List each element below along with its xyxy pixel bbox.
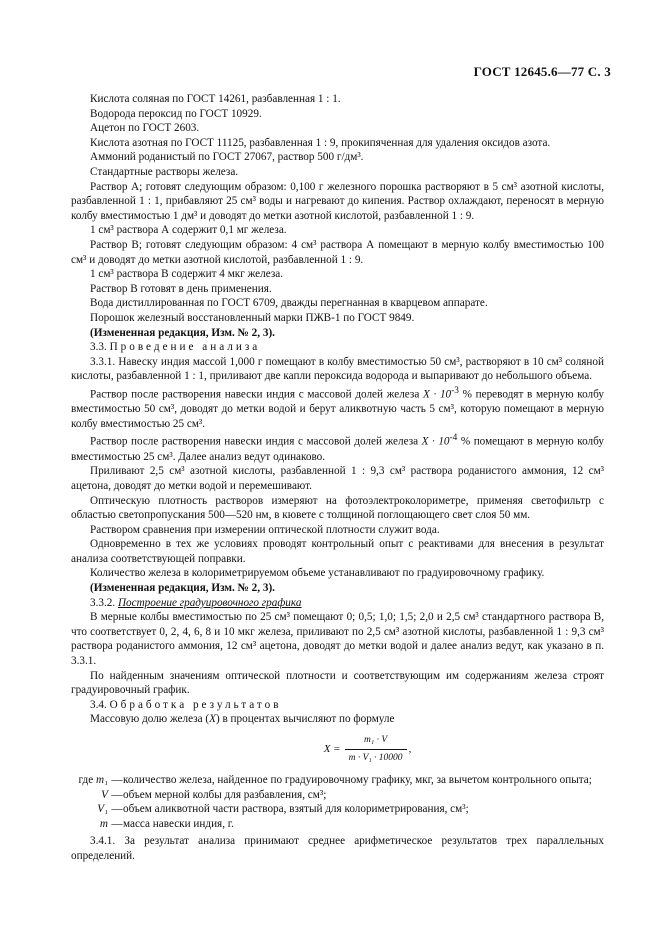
paragraph-3-4-1: 3.4.1. За результат анализа принимают среднее арифметическое результатов трех параллельных определений.	[71, 835, 604, 862]
formula-inline: X · 10	[421, 436, 450, 449]
revision-note: (Измененная редакция, Изм. № 2, 3).	[90, 582, 275, 595]
paragraph: По найденным значениям оптической плотности и соответствующим им содержаниям железа строят градуировочный график.	[71, 669, 604, 697]
paragraph: 1 см³ раствора В содержит 4 мкг железа.	[90, 268, 284, 281]
paragraph-3-3-2: В мерные колбы вместимостью по 25 см³ помещают 0; 0,5; 1,0; 1,5; 2,0 и 2,5 см³ стандартного раствора В, что соответствует 0, 2, 4, 6, 8 и 10 мкг железа, приливают по 2,5 см³ азотной кислоты, разбавленной 1 : 9,3 см³ раствора роданистого аммония, 12 см³ ацетона, доводят до метки водой и далее анализ ведут, как указано в п. 3.3.1.	[71, 611, 604, 668]
revision-note: (Измененная редакция, Изм. № 2, 3).	[90, 326, 275, 339]
formula-inline: X · 10	[422, 388, 452, 401]
formula-denominator: m · V₁ · 10000	[345, 749, 407, 766]
paragraph: Стандартные растворы железа.	[90, 165, 239, 178]
variable-definition: объем аликвотной части раствора, взятый для колориметрирования, см³;	[123, 803, 469, 816]
section-title: Построение градуировочного графика	[117, 596, 302, 609]
paragraph-solution-1	[71, 384, 604, 432]
formula-inline: X	[209, 713, 216, 726]
exponent: -4	[449, 433, 458, 444]
variable-symbol: V₁	[97, 803, 108, 816]
section-heading-3-4	[71, 698, 604, 713]
formula-tail: ,	[408, 742, 412, 755]
symbol: m₁	[96, 774, 108, 786]
section-heading-3-3-2	[71, 596, 604, 611]
text-run: Раствор после растворения навески индия с массовой долей железа	[90, 388, 423, 401]
text-run: % переводят в мерную колбу вместимостью 50 см³, доводят до метки водой и берут аликвотную часть 5 см³, которую помещают в мерную колбу вместимостью 25 см³.	[71, 388, 604, 430]
variable-symbol: V	[101, 788, 108, 801]
paragraph-3-4	[71, 712, 604, 727]
text-run: ) в процентах вычисляют по формуле	[215, 713, 395, 726]
definition-dash: —	[111, 803, 123, 816]
paragraph: Раствором сравнения при измерении оптической плотности служит вода.	[90, 523, 440, 536]
paragraph: Приливают 2,5 см³ азотной кислоты, разбавленной 1 : 9,3 см³ раствора роданистого аммония, 12 см³ ацетона, доводят до метки водой и перемешивают.	[71, 465, 604, 492]
formula	[131, 729, 604, 769]
variable-symbol	[71, 773, 111, 788]
paragraph: 1 см³ раствора А содержит 0,1 мг железа.	[90, 224, 287, 237]
paragraph: Оптическую плотность растворов измеряют на фотоэлектроколориметре, применяя светофильтр с областью светопропускания 500—520 нм, в кювете с толщиной поглощающего свет слоя 50 мм.	[71, 494, 604, 522]
formula-numerator: m₁ · V	[364, 734, 388, 745]
paragraph: Количество железа в колориметрируемом объеме устанавливают по градуировочному графику.	[90, 567, 545, 580]
paragraph: Вода дистиллированная по ГОСТ 6709, дважды перегнанная в кварцевом аппарате.	[90, 297, 488, 310]
exponent: -3	[451, 385, 459, 396]
section-heading-3-3	[71, 340, 604, 355]
page-header: ГОСТ 12645.6—77 С. 3	[473, 64, 611, 79]
variable-symbol: m	[99, 817, 108, 830]
definition-dash: —	[111, 788, 123, 801]
formula-fraction	[345, 733, 407, 765]
section-title: Обработка результатов	[109, 698, 282, 711]
document-body	[71, 92, 604, 864]
variable-definition: количество железа, найденное по градуировочному графику, мкг, за вычетом контрольного опыта;	[123, 774, 592, 786]
definition-dash: —	[111, 817, 123, 830]
section-title: Проведение анализа	[109, 341, 261, 354]
paragraph: Кислота соляная по ГОСТ 14261, разбавленная 1 : 1.	[90, 93, 341, 105]
text-run: Раствор после растворения навески индия с массовой долей железа	[90, 436, 422, 449]
text-run: Массовую долю железа (	[90, 713, 210, 726]
where-prefix: где	[78, 774, 94, 786]
section-number: 3.3.	[90, 341, 107, 354]
variable-definitions	[71, 773, 604, 831]
paragraph: Раствор В готовят в день применения.	[90, 282, 272, 295]
definition-dash: —	[111, 774, 123, 786]
paragraph: Ацетон по ГОСТ 2603.	[90, 122, 200, 135]
paragraph-3-3-1: 3.3.1. Навеску индия массой 1,000 г помещают в колбу вместимостью 50 см³, растворяют в 10 см³ соляной кислоты, разбавленной 1 : 1, приливают две капли пероксида водорода и выпаривают до небольшого объема.	[71, 355, 604, 383]
paragraph: Одновременно в тех же условиях проводят контрольный опыт с реактивами для внесения в результат анализа соответствующей поправки.	[71, 538, 604, 565]
section-number: 3.3.2.	[90, 596, 116, 609]
paragraph: Аммоний роданистый по ГОСТ 27067, раствор 500 г/дм³.	[90, 151, 364, 164]
paragraph: Порошок железный восстановленный марки ПЖВ-1 по ГОСТ 9849.	[90, 311, 415, 324]
paragraph: Водорода пероксид по ГОСТ 10929.	[90, 107, 262, 120]
section-number: 3.4.	[90, 698, 107, 711]
variable-definition: объем мерной колбы для разбавления, см³;	[123, 788, 327, 801]
paragraph: Раствор А; готовят следующим образом: 0,100 г железного порошка растворяют в 5 см³ азотной кислоты, разбавленной 1 : 1, прибавляют 25 см³ воды и нагревают до кипения. Раствор охлаждают, переносят в мерную колбу вместимостью 1 дм³ и доводят до метки азотной кислотой, разбавленной 1 : 9.	[71, 180, 604, 222]
text-run: % помещают в мерную колбу вместимостью 25 см³. Далее анализ ведут одинаково.	[71, 436, 604, 463]
paragraph-solution-2	[71, 431, 604, 464]
formula-lhs: X =	[323, 742, 341, 755]
paragraph: Раствор В; готовят следующим образом: 4 см³ раствора А помещают в мерную колбу вместимостью 100 см³ и доводят до метки азотной кислотой, разбавленной 1 : 9.	[71, 238, 604, 266]
paragraph: Кислота азотная по ГОСТ 11125, разбавленная 1 : 9, прокипяченная для удаления оксидов азота.	[90, 136, 551, 149]
variable-definition: масса навески индия, г.	[123, 817, 234, 830]
